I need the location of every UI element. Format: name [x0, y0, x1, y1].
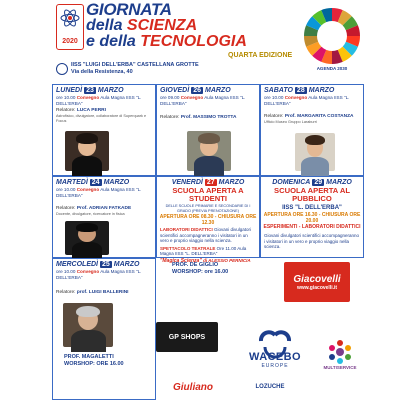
- day-name: SABATO: [264, 87, 293, 94]
- day-name: GIOVEDÌ: [160, 87, 190, 94]
- event-desc: Giovani divulgatori scientifici accompagneranno i visitatori in un vero e proprio viaggio nella scienza.: [264, 233, 360, 249]
- day-name: VENERDÌ: [171, 179, 203, 186]
- day-card-tuesday: [52, 176, 156, 258]
- school-name: IISS "LUIGI DELL'ERBA" CASTELLANA GROTTE: [71, 62, 199, 68]
- school-info: [56, 62, 199, 76]
- month: MARZO: [103, 179, 130, 186]
- day-number: 28: [296, 87, 305, 94]
- day-card-wednesday: [52, 258, 156, 400]
- speaker-photo: [65, 131, 109, 171]
- day-number: 23: [86, 87, 94, 94]
- day-name: LUNEDÌ: [56, 87, 83, 94]
- event-info: ore 10.00 Convegno Aula Magna IISS "L. DELL'ERBA": [56, 269, 142, 280]
- day-number: 27: [206, 179, 215, 186]
- sponsor-giuliano: Giuliano: [160, 376, 226, 398]
- sponsor-gp-shops: GP SHOPS: [156, 322, 218, 352]
- event-info: ore 09.00 Convegno Aula Magna IISS "L. DELL'ERBA": [160, 95, 246, 106]
- day-card-sunday: [260, 176, 364, 258]
- show-info: SPETTACOLO TEATRALE Ore 11.00 Aula Magna IISS "L. DELL'ERBA": [160, 245, 247, 256]
- workshop-note-magaletti: PROF. MAGALETTI WORSHOP: ORE 16.00: [64, 354, 124, 367]
- show-title: "Magica Scienza" di ALESSIO PERNICIA: [160, 257, 251, 264]
- day-card-monday: [52, 84, 156, 176]
- sdg-label: AGENDA 2030: [316, 66, 348, 71]
- school-address: Via della Resistenza, 40: [71, 69, 133, 75]
- school-logo-icon: [56, 63, 68, 75]
- event-info: ore 10.00 Convegno Aula Magna IISS "L. DELL'ERBA": [264, 95, 350, 106]
- atom-icon: [60, 8, 80, 28]
- month: MARZO: [218, 179, 245, 186]
- speaker-desc: Docente, divulgatore, ricercatore in fisica: [56, 212, 125, 216]
- day-name: MERCOLEDÌ: [56, 261, 98, 268]
- month: MARZO: [204, 87, 231, 94]
- opening-hours: APERTURA ORE 16.30 - CHIUSURA ORE 20.00: [263, 212, 361, 224]
- event-title: [86, 2, 247, 50]
- day-name: MARTEDÌ: [56, 179, 88, 186]
- event-venue: IISS "L. DELL'ERBA": [282, 205, 342, 211]
- speaker: Relatore: Prof. MARGARITA COSTANZA: [264, 114, 354, 119]
- day-card-thursday: [156, 84, 260, 176]
- speaker-desc: Ufficio Museo Gruppo Laraburri: [264, 120, 317, 124]
- workshop-note-degiglio: PROF. DE GIGLIO WORSHOP: ore 16.00: [172, 262, 229, 275]
- event-logo: [56, 4, 84, 50]
- day-number: 29: [314, 179, 323, 186]
- program-grid: [52, 84, 364, 400]
- month: MARZO: [308, 87, 335, 94]
- poster-header: [0, 0, 400, 85]
- title-line-3: e della TECNOLOGIA: [86, 33, 247, 50]
- speaker: Relatore: prof. LUIGI BALLERINI: [56, 290, 129, 295]
- day-name: DOMENICA: [272, 179, 311, 186]
- sponsor-giacovelli: Giacovelli www.giacovelli.it: [284, 262, 350, 302]
- speaker: Relatore: LUCA PERRI: [56, 108, 106, 113]
- month: MARZO: [97, 87, 124, 94]
- speaker-photo: [63, 303, 113, 347]
- event-info: ore 10.00 Convegno Aula Magna IISS "L. DELL'ERBA": [56, 95, 142, 106]
- title-line-1: GIORNATA: [86, 0, 172, 19]
- event-title: SCUOLA APERTA AL PUBBLICO: [274, 186, 350, 203]
- labs-info: ESPERIMENTI - LABORATORI DIDATTICI: [263, 224, 361, 230]
- day-number: 26: [193, 87, 201, 94]
- speaker: Relatore: Prof. MASSIMO TROTTA: [160, 115, 237, 120]
- speaker-photo: [187, 131, 231, 171]
- speaker-photo: [295, 133, 335, 171]
- edition-label: QUARTA EDIZIONE: [228, 52, 293, 59]
- labs-info: LABORATORI DIDATTICI Giovani divulgatori scientifici accompagneranno i visitatori in un vero e proprio viaggio nella scienza.: [160, 227, 252, 243]
- speaker: Relatore: Prof. ADRIAN FATKADE: [56, 206, 132, 211]
- day-number: 25: [102, 261, 110, 268]
- day-number: 24: [91, 179, 100, 186]
- sponsor-lozuche: LOZUCHE: [255, 384, 285, 390]
- logo-year: 2020: [62, 38, 78, 45]
- wacebo-logo-icon: [257, 329, 293, 351]
- title-line-2: della SCIENZA: [86, 17, 198, 34]
- event-info: ore 10.00 Convegno Aula Magna IISS "L. DELL'ERBA": [56, 187, 142, 198]
- month: MARZO: [326, 179, 352, 186]
- multiservice-logo-icon: [325, 339, 355, 365]
- day-card-friday: [156, 176, 260, 264]
- sdg-wheel-icon: [302, 6, 362, 66]
- sponsor-wacebo: WACEBO EUROPE: [240, 324, 310, 374]
- event-subtitle: DELLE SCUOLE PRIMARIE E SECONDARIE DI I GRADO (PREVIA PRENOTAZIONE): [165, 204, 251, 213]
- event-title: SCUOLA APERTA A STUDENTI: [172, 186, 244, 203]
- day-card-saturday: [260, 84, 364, 176]
- sponsor-multiservice: MULTISERVICE: [316, 332, 364, 376]
- speaker-photo: [65, 221, 109, 255]
- speaker-desc: Astrofisico, divulgatore, collaboratore di Superquark e Focus: [56, 114, 147, 123]
- opening-hours: APERTURA ORE 08.30 - CHIUSURA ORE 12.30: [159, 214, 257, 226]
- month: MARZO: [113, 261, 140, 268]
